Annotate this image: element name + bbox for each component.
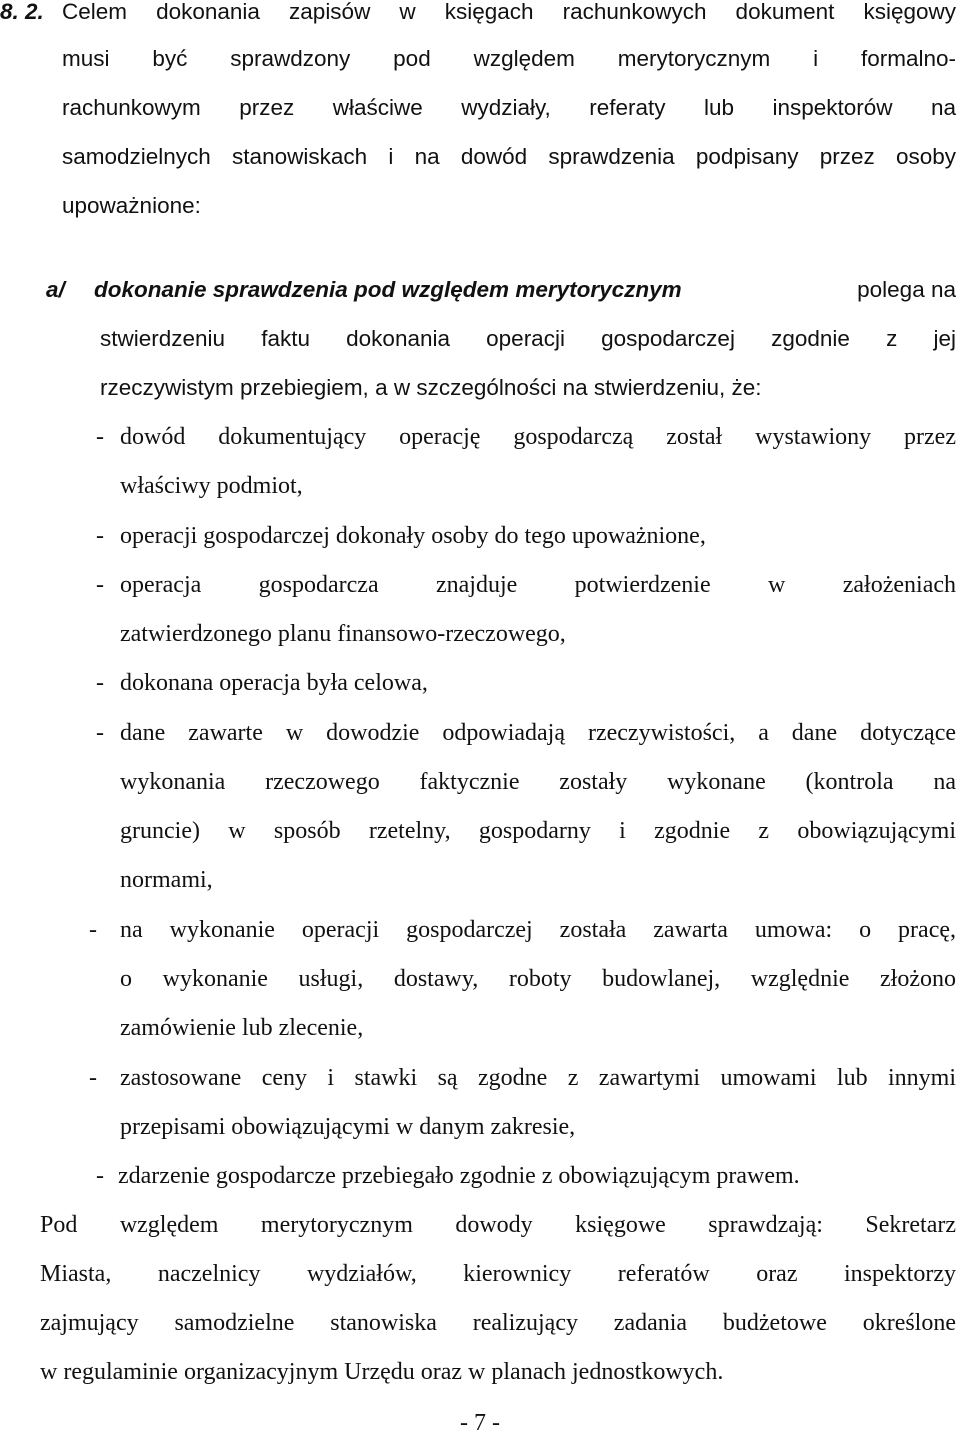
bullet-dash: - bbox=[96, 572, 104, 598]
intro-line-2: musi być sprawdzony pod względem merytorycznym i formalno- bbox=[62, 46, 956, 71]
closing-line-4: w regulaminie organizacyjnym Urzędu oraz w planach jednostkowych. bbox=[40, 1359, 724, 1385]
closing-line-2: Miasta, naczelnicy wydziałów, kierownicy referatów oraz inspektorzy bbox=[40, 1261, 956, 1287]
bullet-dash: - bbox=[96, 720, 104, 746]
bullet-3-line-1: operacja gospodarcza znajduje potwierdzenie w założeniach bbox=[120, 572, 956, 598]
subsection-a-heading bbox=[46, 275, 956, 305]
bullet-dash: - bbox=[89, 917, 97, 943]
closing-line-3: zajmujący samodzielne stanowiska realizujący zadania budżetowe określone bbox=[40, 1310, 956, 1336]
subsection-a-line-2: stwierdzeniu faktu dokonania operacji gospodarczej zgodnie z jej bbox=[100, 326, 956, 351]
bullet-5-line-4: normami, bbox=[120, 867, 213, 893]
closing-line-1: Pod względem merytorycznym dowody księgowe sprawdzają: Sekretarz bbox=[40, 1212, 956, 1238]
bullet-8-line-1: zdarzenie gospodarcze przebiegało zgodnie z obowiązującym prawem. bbox=[118, 1163, 800, 1189]
bullet-7-line-2: przepisami obowiązującymi w danym zakresie, bbox=[120, 1114, 576, 1140]
bullet-dash: - bbox=[96, 670, 104, 696]
subsection-a-bold-phrase: dokonanie sprawdzenia pod względem merytorycznym bbox=[94, 277, 682, 302]
bullet-5-line-3: gruncie) w sposób rzetelny, gospodarny i zgodnie z obowiązującymi bbox=[120, 818, 956, 844]
bullet-6-line-1: na wykonanie operacji gospodarczej została zawarta umowa: o pracę, bbox=[120, 917, 956, 943]
bullet-1-line-2: właściwy podmiot, bbox=[120, 473, 303, 499]
subsection-a-label: a/ bbox=[46, 277, 65, 302]
intro-line-3: rachunkowym przez właściwe wydziały, referaty lub inspektorów na bbox=[62, 95, 956, 120]
intro-line-4: samodzielnych stanowiskach i na dowód sprawdzenia podpisany przez osoby bbox=[62, 144, 956, 169]
bullet-dash: - bbox=[96, 1163, 104, 1189]
page-number: - 7 - bbox=[460, 1410, 500, 1436]
bullet-6-line-3: zamówienie lub zlecenie, bbox=[120, 1015, 364, 1041]
bullet-5-line-2: wykonania rzeczowego faktycznie zostały wykonane (kontrola na bbox=[120, 769, 956, 795]
bullet-5-line-1: dane zawarte w dowodzie odpowiadają rzeczywistości, a dane dotyczące bbox=[120, 720, 956, 746]
subsection-a-line-3: rzeczywistym przebiegiem, a w szczególności na stwierdzeniu, że: bbox=[100, 375, 762, 400]
bullet-2-line-1: operacji gospodarczej dokonały osoby do tego upoważnione, bbox=[120, 523, 706, 549]
bullet-1-line-1: dowód dokumentujący operację gospodarczą został wystawiony przez bbox=[120, 424, 956, 450]
intro-line-1 bbox=[0, 0, 960, 27]
section-number: 8. 2. bbox=[0, 0, 44, 24]
bullet-dash: - bbox=[96, 424, 104, 450]
bullet-dash: - bbox=[89, 1065, 97, 1091]
bullet-7-line-1: zastosowane ceny i stawki są zgodne z zawartymi umowami lub innymi bbox=[120, 1065, 956, 1091]
intro-line-5: upoważnione: bbox=[62, 193, 201, 218]
bullet-4-line-1: dokonana operacja była celowa, bbox=[120, 670, 428, 696]
subsection-a-rest: polega na bbox=[857, 277, 956, 302]
bullet-3-line-2: zatwierdzonego planu finansowo-rzeczowego, bbox=[120, 621, 566, 647]
bullet-6-line-2: o wykonanie usługi, dostawy, roboty budowlanej, względnie złożono bbox=[120, 966, 956, 992]
intro-text: Celem dokonania zapisów w księgach rachunkowych dokument księgowy bbox=[62, 0, 956, 24]
bullet-dash: - bbox=[96, 523, 104, 549]
